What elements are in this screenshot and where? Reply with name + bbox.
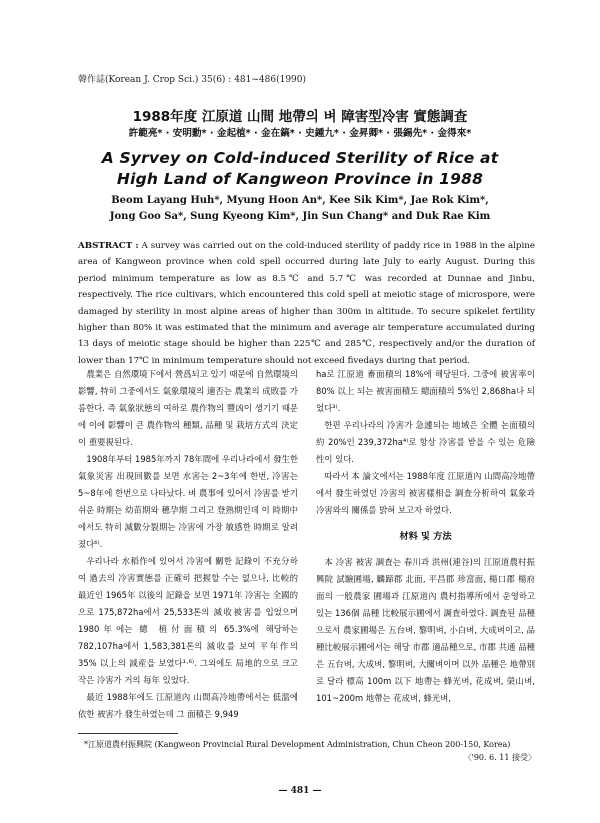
footnote-rule (78, 733, 178, 734)
english-title-line-1: A Syrvey on Cold-induced Sterility of Rice at (101, 149, 499, 167)
body-paragraph: 1908年부터 1985年까지 78年間에 우리나라에서 發生한 氣象災害 出現回數를 보면 水害는 2~3年에 한번, 冷害는 5~8年에 한번으로 나타났다. 벼 農事에 있어서 冷害를 받기쉬운 時期는 幼苗期와 穗孕期 그리고 登熟期인데 이 時期中에서도 特히 減數分裂期는 冷害에 가장 敏感한 時期로 알려졌다⁶⁾. (78, 454, 298, 549)
body-paragraph: ha로 江原道 畜面積의 18%에 해당된다. 그중에 被害率이 80% 以上 되는 被害面積도 總面積의 5%인 2,868ha나 되었다³⁾. (316, 369, 535, 413)
english-authors-line-2: Jong Goo Sa*, Sung Kyeong Kim*, Jin Sun Chang* and Duk Rae Kim (109, 211, 491, 222)
received-date: 〈'90. 6. 11 接受〉 (463, 753, 536, 762)
korean-title: 1988年度 江原道 山間 地帶의 벼 障害型冷害 實態調査 (132, 109, 468, 125)
abstract-text: A survey was carried out on the cold-induced sterility of paddy rice in 1988 in the alpine area of Kangweon province when cold spell occurred during late July to early August. During this period minimum temperature as low as 8.5℃ and 5.7℃ was recorded at Dunnae and Jinbu, respectively. The rice cultivars, which encountered this cold spell at meiotic stage of microspore, were damaged by sterility in most alpine areas of higher than 300m in altitude. To secure spikelet fertility higher than 80% it was estimated that the minimum and average air temperature accumulated during 13 days of meiotic stage should be higher than 225℃ and 285℃, respectively and/or the duration of lower than 17℃ in minimum temperature should not exceed fivedays during that period. (78, 241, 535, 366)
section-heading: 材料 및 方法 (399, 531, 452, 542)
body-paragraph: 우리나라 水稻作에 있어서 冷害에 關한 記錄이 不充分하여 過去의 冷害實態를 正確히 把握할 수는 없으나, 比較的 最近인 1965年 以後의 記錄을 보면 1971年 冷害는 全國的으로 175,872ha에서 25,533톤의 減收被害를 입었으며 1980年에는 總 植付面積의 65.3%에 해당하는 782,107ha에서 1,583,381톤의 減收를 보여 平年作의 35% 以上의 減産을 보였다¹·⁶⁾. 그외에도 局地的으로 크고 작은 冷害가 거의 每年 있었다. (78, 556, 298, 685)
body-column-left (78, 366, 298, 723)
body-paragraph: 한편 우리나라의 冷害가 急遽되는 地域은 全體 논面積의 約 20%인 239,372ha⁴⁾로 항상 冷害를 받을 수 있는 危險性이 있다. (316, 420, 535, 464)
abstract (78, 238, 535, 369)
abstract-label: ABSTRACT : (78, 241, 139, 251)
body-paragraph: 本 冷害 被害 調査는 春川과 洪州(連谷)의 江原道農村振興院 試驗圃場, 麟蹄郡 北面, 平昌郡 珍富面, 楊口郡 楊府面의 一般農家 圃場과 江原道內 農村指導所에서 운영하고 있는 136個 品種 比較展示圃에서 調査하였다. 調査된 品種으로서 農家圃場은 五台벼, 黎明벼, 小白벼, 大成벼이고, 品種比較展示圃에서는 해당 市郡 適品種으로, 市郡 共通 品種은 五台벼, 大成벼, 黎明벼, 大關벼이며 以外 品種은 地帶別로 달라 標高 100m 以下 地帶는 蜂光벼, 花成벼, 榮山벼, 101~200m 地帶는 花成벼, 蜂光벼, (316, 557, 535, 703)
english-authors-line-1: Beom Layang Huh*, Myung Hoon An*, Kee Sik Kim*, Jae Rok Kim*, (111, 195, 489, 206)
body-paragraph: 最近 1988年에도 江原道內 山間高冷地帶에서는 低溫에 依한 被害가 發生하였는데 그 面積은 9,949 (78, 692, 298, 719)
journal-citation: 韓作誌(Korean J. Crop Sci.) 35(6) : 481~486(1990) (78, 75, 307, 85)
body-paragraph: 農業은 自然環境下에서 營爲되고 있기 때문에 自然環境의 影響, 特히 그중에서도 氣象環境의 適否는 農業의 成敗를 가름한다. 즉 氣象狀態의 여하로 農作物의 豐凶이 생기기 때문에 이에 影響이 큰 農作物의 種類, 品種 및 栽培方式의 決定이 重要視된다. (78, 369, 298, 447)
footnote: *江原道農村振興院 (Kangweon Provincial Rural Development Administration, Chun Cheon 200-150, Korea) (84, 740, 511, 749)
body-paragraph: 따라서 本 論文에서는 1988年度 江原道內 山間高冷地帶에서 發生하였던 冷害의 被害樣相을 調査分析하여 氣象과 冷害와의 關係를 밝혀 보고자 하였다. (316, 471, 535, 515)
korean-authors: 許範亮* · 安明勳* · 金起植* · 金在鎬* · 史鍾九* · 金昇卿* · 張錫先* · 金得來* (128, 128, 472, 139)
body-column-right (316, 366, 535, 707)
page-number: — 481 — (278, 786, 322, 796)
english-title-line-2: High Land of Kangweon Province in 1988 (116, 170, 484, 188)
